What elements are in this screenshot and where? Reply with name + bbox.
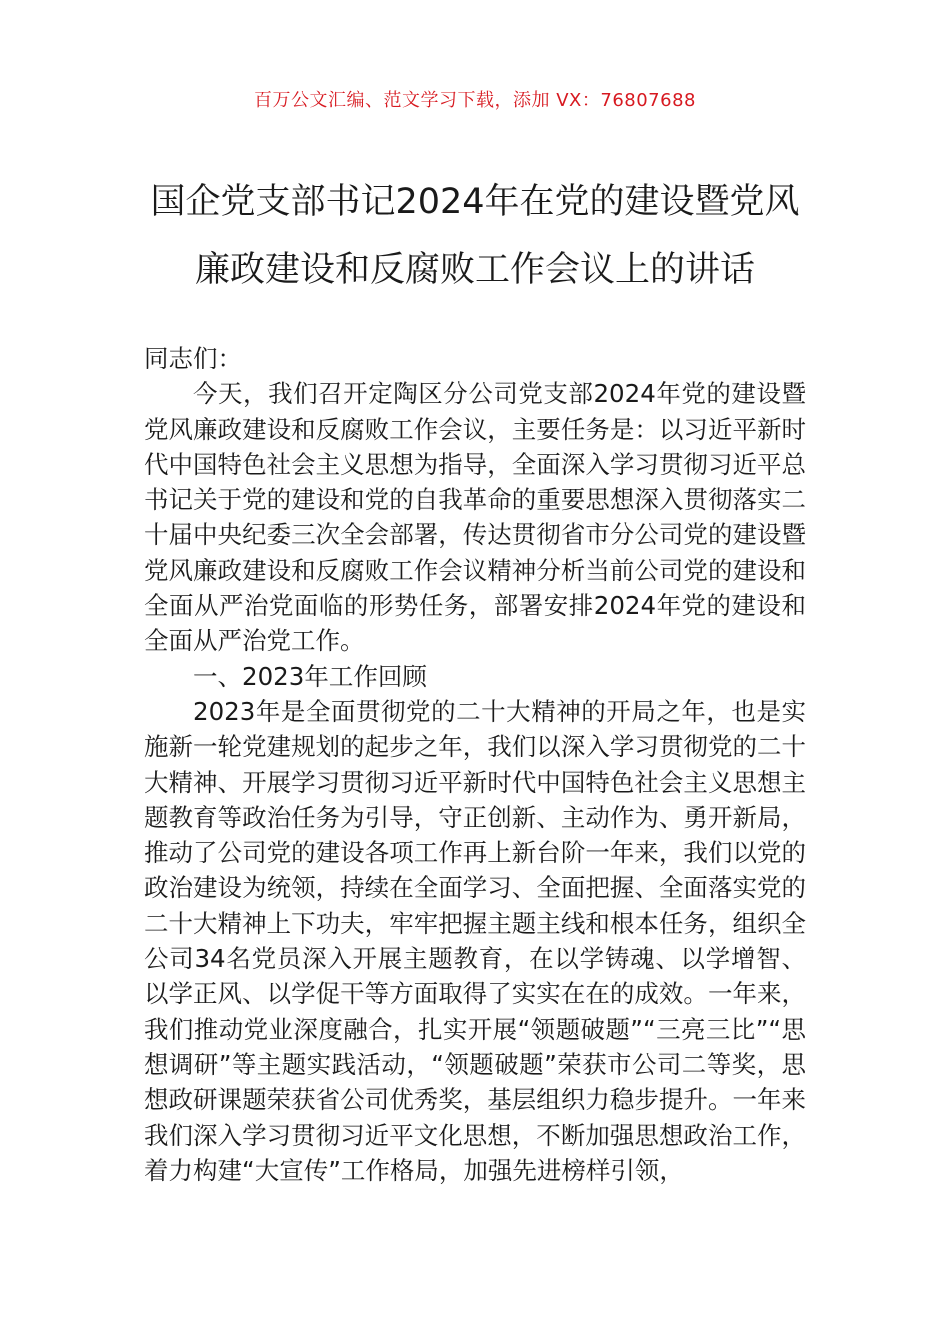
section-heading: 一、2023年工作回顾 — [193, 661, 427, 691]
intro-paragraph: 今天，我们召开定陶区分公司党支部2024年党的建设暨党风廉政建设和反腐败工作会议，主要任务是：以习近平新时代中国特色社会主义思想为指导，全面深入学习贯彻习近平总书记关于党的建设和党的自我革命的重要思想深入贯彻落实二十届中央纪委三次全会部署，传达贯彻省市分公司党的建设暨党风廉政建设和反腐败工作会议精神分析当前公司党的建设和全面从严治党面临的形势任务，部署安排2024年党的建设和全面从严治党工作。 — [144, 379, 806, 656]
section-paragraph: 2023年是全面贯彻党的二十大精神的开局之年，也是实施新一轮党建规划的起步之年，我们以深入学习贯彻党的二十大精神、开展学习贯彻习近平新时代中国特色社会主义思想主题教育等政治任务为引导，守正创新、主动作为、勇开新局，推动了公司党的建设各项工作再上新台阶一年来，我们以党的政治建设为统领，持续在全面学习、全面把握、全面落实党的二十大精神上下功夫，牢牢把握主题主线和根本任务，组织全公司34名党员深入开展主题教育，在以学铸魂、以学增智、以学正风、以学促干等方面取得了实实在在的成效。一年来，我们推动党业深度融合，扎实开展“领题破题”“三亮三比”“思想调研”等主题实践活动，“领题破题”荣获市公司二等奖，思想政研课题荣获省公司优秀奖，基层组织力稳步提升。一年来我们深入学习贯彻习近平文化思想，不断加强思想政治工作，着力构建“大宣传”工作格局，加强先进榜样引领， — [144, 696, 806, 1185]
salutation: 同志们： — [144, 344, 242, 373]
title-line-2: 廉政建设和反腐败工作会议上的讲话 — [194, 250, 755, 290]
document-title — [120, 168, 830, 304]
document-body — [144, 341, 806, 1188]
title-line-1: 国企党支部书记2024年在党的建设暨党风 — [150, 182, 800, 222]
promo-banner: 百万公文汇编、范文学习下载，添加 VX：76807688 — [254, 90, 696, 111]
